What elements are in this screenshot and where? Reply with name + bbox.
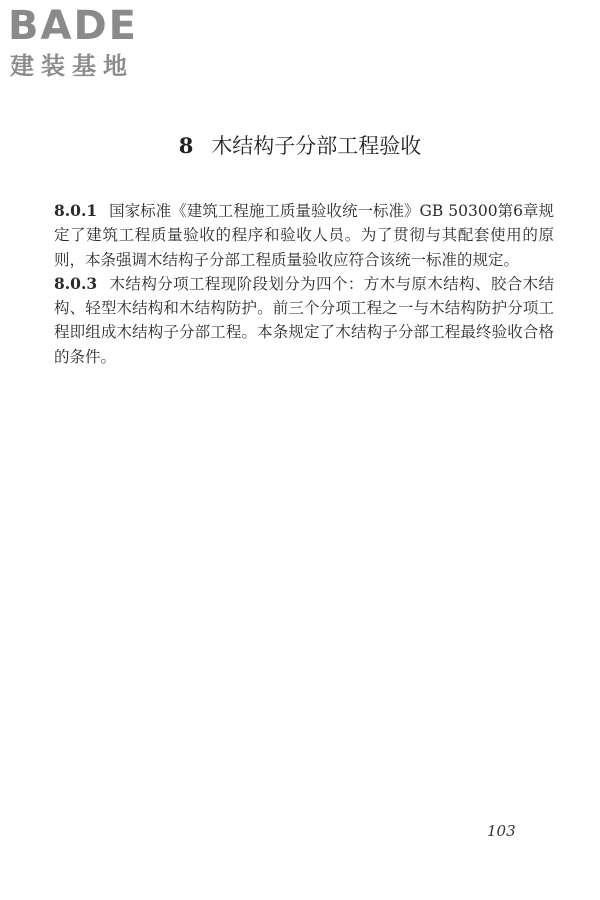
logo-subtitle: 建装基地 [10,52,134,80]
chapter-heading [0,132,600,160]
clause-text: 木结构分项工程现阶段划分为四个：方木与原木结构、胶合木结构、轻型木结构和木结构防护。前三个分项工程之一与木结构防护分项工程即组成木结构子分部工程。本条规定了木结构子分部工程最终验收合格的条件。 [54,274,554,366]
clause-list [54,199,554,369]
clause-paragraph [54,199,554,272]
chapter-title: 木结构子分部工程验收 [211,134,422,158]
bade-logo [8,4,178,84]
clause-paragraph [54,272,554,369]
clause-number: 8.0.1 [54,201,98,220]
clause-text: 国家标准《建筑工程施工质量验收统一标准》GB 50300第6章规定了建筑工程质量验收的程序和验收人员。为了贯彻与其配套使用的原则，本条强调木结构子分部工程质量验收应符合该统一标准的规定。 [54,202,554,269]
clause-number: 8.0.3 [54,273,98,293]
page-number: 103 [487,822,516,840]
chapter-number: 8 [178,133,194,158]
logo-wordmark: BADE [8,3,138,49]
